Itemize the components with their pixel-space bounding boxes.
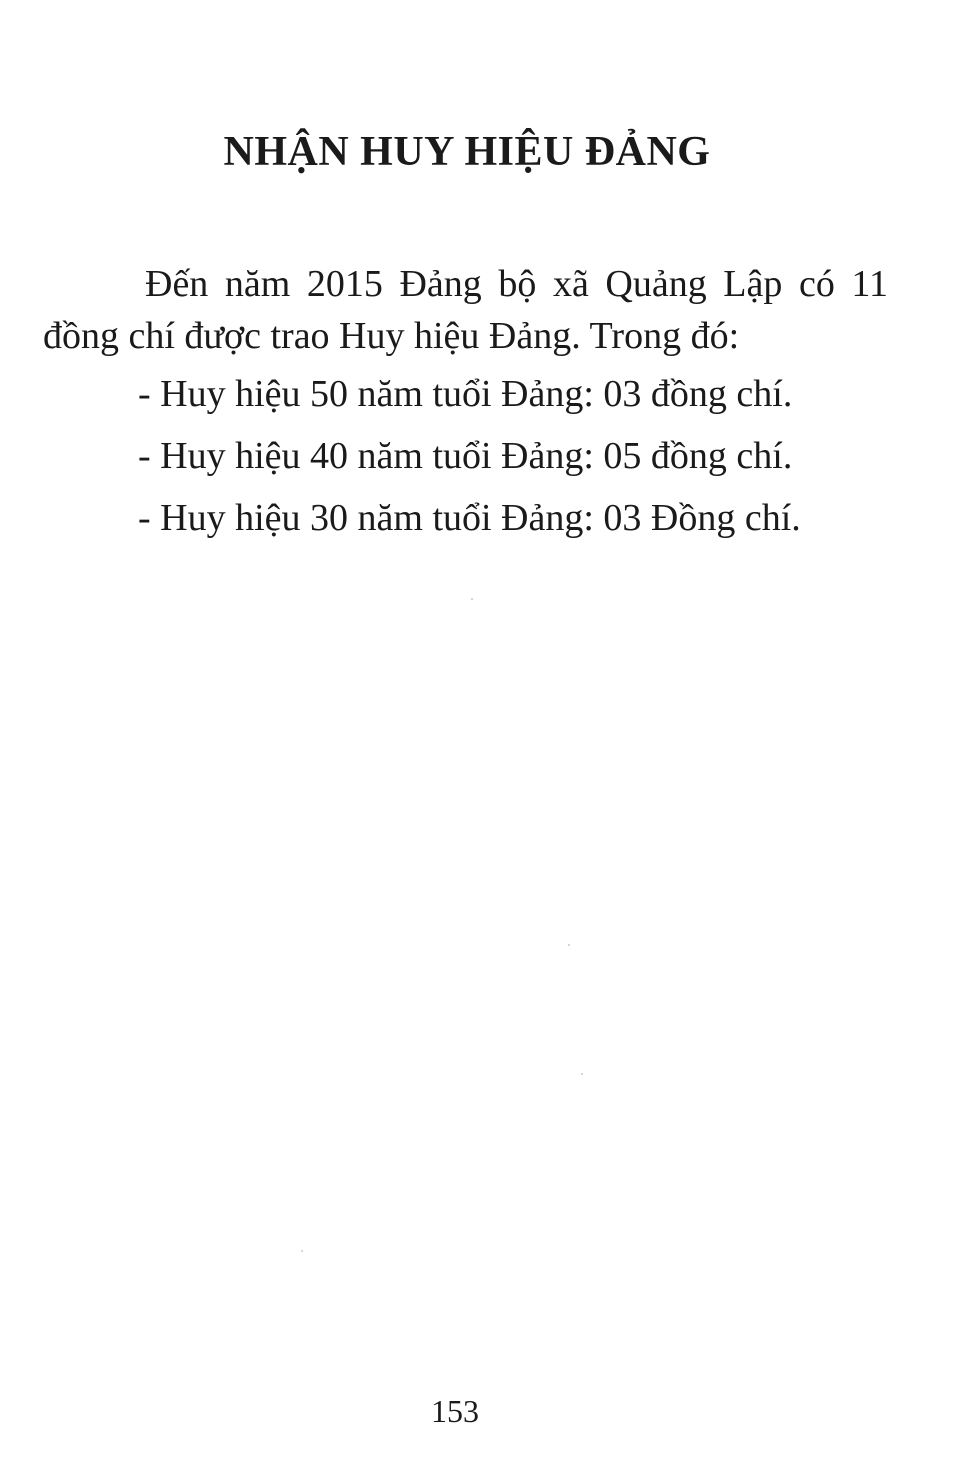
page-number: 153	[431, 1393, 479, 1429]
list-item: - Huy hiệu 40 năm tuổi Đảng: 05 đồng chí.	[138, 435, 793, 477]
page-title: NHẬN HUY HIỆU ĐẢNG	[223, 129, 711, 175]
scan-speck	[581, 1073, 583, 1075]
list-item: - Huy hiệu 50 năm tuổi Đảng: 03 đồng chí.	[138, 373, 793, 415]
body-paragraph: Đến năm 2015 Đảng bộ xã Quảng Lập có 11 đồng chí được trao Huy hiệu Đảng. Trong đó:	[43, 263, 888, 357]
scan-speck	[301, 1250, 303, 1252]
award-list	[138, 368, 898, 554]
scan-speck	[568, 944, 570, 946]
list-item: - Huy hiệu 30 năm tuổi Đảng: 03 Đồng chí.	[138, 497, 801, 539]
scan-speck	[471, 598, 473, 600]
